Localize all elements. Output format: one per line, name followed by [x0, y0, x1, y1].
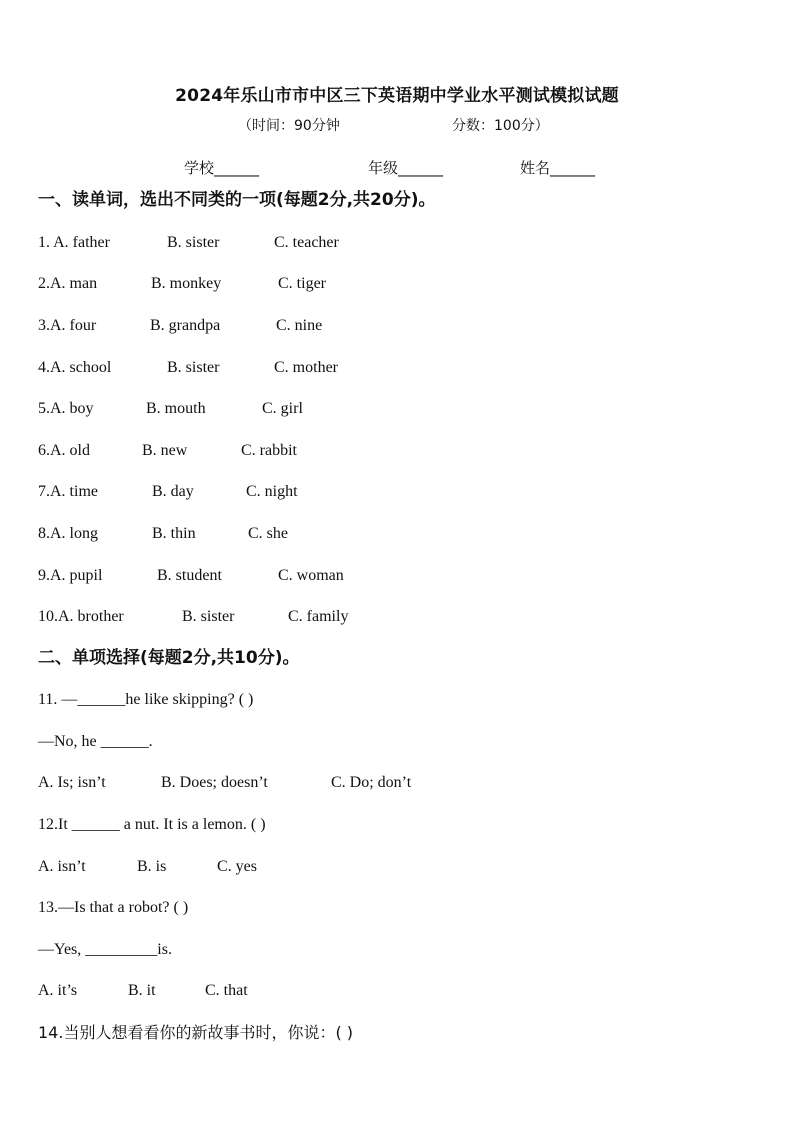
- option-a: A. boy: [50, 400, 94, 417]
- q11-reply: —No, he ______.: [38, 733, 153, 750]
- q12-option-b: B. is: [137, 858, 167, 875]
- option-a: A. father: [53, 234, 110, 251]
- page-title: 2024年乐山市市中区三下英语期中学业水平测试模拟试题: [175, 86, 619, 106]
- q12-option-c: C. yes: [217, 858, 257, 875]
- question-number: 7.: [38, 483, 50, 500]
- option-a: A. man: [50, 275, 98, 292]
- question-5-option-c: C. girl: [262, 400, 303, 417]
- question-7-option-b: B. day: [152, 483, 194, 500]
- question-1-option-c: C. teacher: [274, 234, 339, 251]
- question-number: 8.: [38, 525, 50, 542]
- question-number: 9.: [38, 567, 50, 584]
- q11-stem: 11. —______he like skipping? ( ): [38, 691, 254, 708]
- question-6-option-c: C. rabbit: [241, 442, 297, 459]
- question-3-row: [38, 318, 96, 334]
- question-1-row: [38, 235, 110, 251]
- option-a: A. brother: [58, 608, 124, 625]
- question-8-option-c: C. she: [248, 525, 288, 542]
- question-3-option-b: B. grandpa: [150, 317, 221, 334]
- q14-stem: 14.当别人想看看你的新故事书时，你说：( ): [38, 1023, 354, 1042]
- q12-stem: 12.It ______ a nut. It is a lemon. ( ): [38, 816, 266, 833]
- question-10-option-c: C. family: [288, 608, 349, 625]
- question-number: 1.: [38, 234, 54, 251]
- name-field: 姓名______: [520, 159, 596, 177]
- q11-option-b: B. Does; doesn’t: [161, 774, 268, 791]
- q13-stem: 13.—Is that a robot? ( ): [38, 899, 189, 916]
- time-label: （时间：90分钟: [238, 118, 340, 134]
- question-number: 2.: [38, 275, 50, 292]
- question-10-option-b: B. sister: [182, 608, 235, 625]
- option-a: A. pupil: [50, 567, 103, 584]
- question-9-row: [38, 568, 102, 584]
- option-a: A. old: [50, 442, 90, 459]
- question-6-row: [38, 443, 90, 459]
- q13-option-a: A. it’s: [38, 982, 78, 999]
- grade-field: 年级______: [368, 159, 444, 177]
- question-2-row: [38, 276, 97, 292]
- question-4-option-b: B. sister: [167, 359, 220, 376]
- q13-option-c: C. that: [205, 982, 248, 999]
- school-field: 学校______: [184, 159, 260, 177]
- question-number: 10.: [38, 608, 58, 625]
- question-number: 5.: [38, 400, 50, 417]
- question-number: 4.: [38, 359, 50, 376]
- question-number: 3.: [38, 317, 50, 334]
- question-4-option-c: C. mother: [274, 359, 338, 376]
- question-2-option-c: C. tiger: [278, 275, 326, 292]
- question-7-row: [38, 484, 98, 500]
- q11-option-c: C. Do; don’t: [331, 774, 412, 791]
- q13-option-b: B. it: [128, 982, 156, 999]
- question-9-option-c: C. woman: [278, 567, 344, 584]
- q11-option-a: A. Is; isn’t: [38, 774, 106, 791]
- question-7-option-c: C. night: [246, 483, 298, 500]
- question-2-option-b: B. monkey: [151, 275, 222, 292]
- option-a: A. time: [50, 483, 98, 500]
- question-4-row: [38, 360, 111, 376]
- question-number: 6.: [38, 442, 50, 459]
- section-2-heading: 二、单项选择(每题2分,共10分)。: [38, 648, 300, 668]
- question-8-row: [38, 526, 98, 542]
- section-1-heading: 一、读单词，选出不同类的一项(每题2分,共20分)。: [38, 190, 436, 210]
- q13-reply: —Yes, _________is.: [38, 941, 172, 958]
- question-9-option-b: B. student: [157, 567, 222, 584]
- question-3-option-c: C. nine: [276, 317, 323, 334]
- question-5-option-b: B. mouth: [146, 400, 206, 417]
- question-6-option-b: B. new: [142, 442, 188, 459]
- question-10-row: [38, 609, 124, 625]
- question-1-option-b: B. sister: [167, 234, 220, 251]
- question-8-option-b: B. thin: [152, 525, 196, 542]
- q12-option-a: A. isn’t: [38, 858, 86, 875]
- option-a: A. school: [50, 359, 112, 376]
- question-5-row: [38, 401, 94, 417]
- option-a: A. four: [50, 317, 97, 334]
- option-a: A. long: [50, 525, 98, 542]
- score-label: 分数：100分）: [452, 118, 549, 134]
